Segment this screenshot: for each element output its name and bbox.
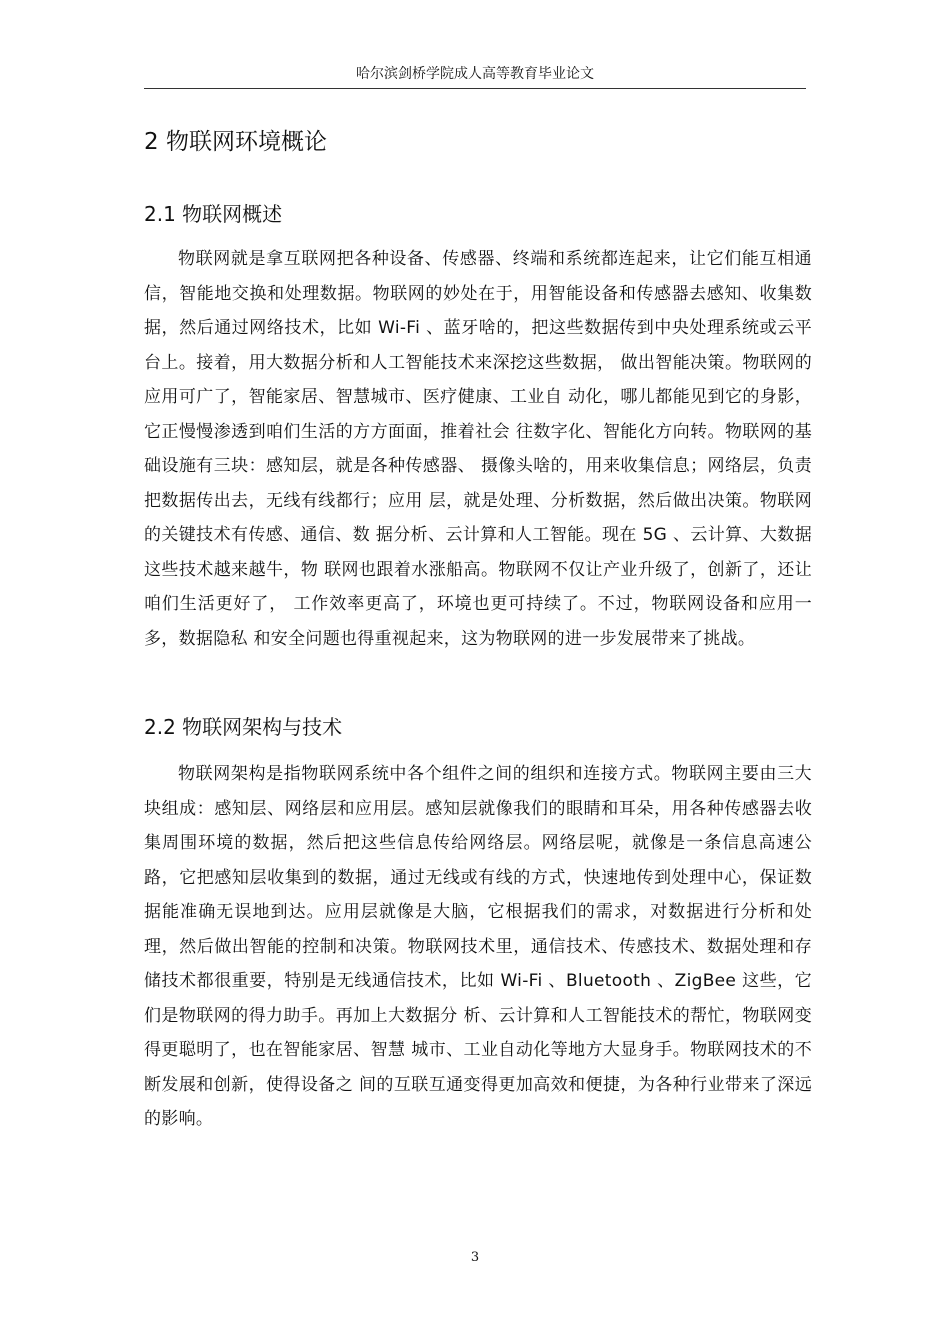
section-title-iot-architecture: 2.2 物联网架构与技术 bbox=[144, 715, 343, 739]
section-body-iot-architecture: 物联网架构是指物联网系统中各个组件之间的组织和连接方式。物联网主要由三大块组成：感知层、网络层和应用层。感知层就像我们的眼睛和耳朵，用各种传感器去收集周围环境的数据，然后把这些信息传给网络层。网络层呢，就像是一条信息高速公路，它把感知层收集到的数据，通过无线或有线的方式，快速地传到处理中心，保证数据能准确无误地到达。应用层就像是大脑，它根据我们的需求，对数据进行分析和处理，然后做出智能的控制和决策。物联网技术里，通信技术、传感技术、数据处理和存储技术都很重要，特别是无线通信技术，比如 Wi-Fi 、Bluetooth 、ZigBee 这些，它们是物联网的得力助手。再加上大数据分 析、云计算和人工智能技术的帮忙，物联网变得更聪明了，也在智能家居、智慧 城市、工业自动化等地方大显身手。物联网技术的不断发展和创新，使得设备之 间的互联互通变得更加高效和便捷，为各种行业带来了深远的影响。 bbox=[144, 764, 812, 1129]
chapter-title: 2 物联网环境概论 bbox=[144, 129, 327, 155]
running-header: 哈尔滨剑桥学院成人高等教育毕业论文 bbox=[356, 66, 594, 82]
section-title-iot-overview: 2.1 物联网概述 bbox=[144, 202, 283, 226]
section-body-iot-overview: 物联网就是拿互联网把各种设备、传感器、终端和系统都连起来，让它们能互相通信，智能地交换和处理数据。物联网的妙处在于，用智能设备和传感器去感知、收集数据，然后通过网络技术，比如 Wi-Fi 、蓝牙啥的，把这些数据传到中央处理系统或云平台上。接着，用大数据分析和人工智能技术来深挖这些数据， 做出智能决策。物联网的应用可广了，智能家居、智慧城市、医疗健康、工业自 动化，哪儿都能见到它的身影，它正慢慢渗透到咱们生活的方方面面，推着社会 往数字化、智能化方向转。物联网的基础设施有三块：感知层，就是各种传感器、 摄像头啥的，用来收集信息；网络层，负责把数据传出去，无线有线都行；应用 层，就是处理、分析数据，然后做出决策。物联网的关键技术有传感、通信、数 据分析、云计算和人工智能。现在 5G 、云计算、大数据这些技术越来越牛，物 联网也跟着水涨船高。物联网不仅让产业升级了，创新了，还让咱们生活更好了， 工作效率更高了，环境也更可持续了。不过，物联网设备和应用一多，数据隐私 和安全问题也得重视起来，这为物联网的进一步发展带来了挑战。 bbox=[144, 249, 812, 649]
header-divider bbox=[144, 88, 806, 89]
page-number: 3 bbox=[470, 1250, 480, 1265]
